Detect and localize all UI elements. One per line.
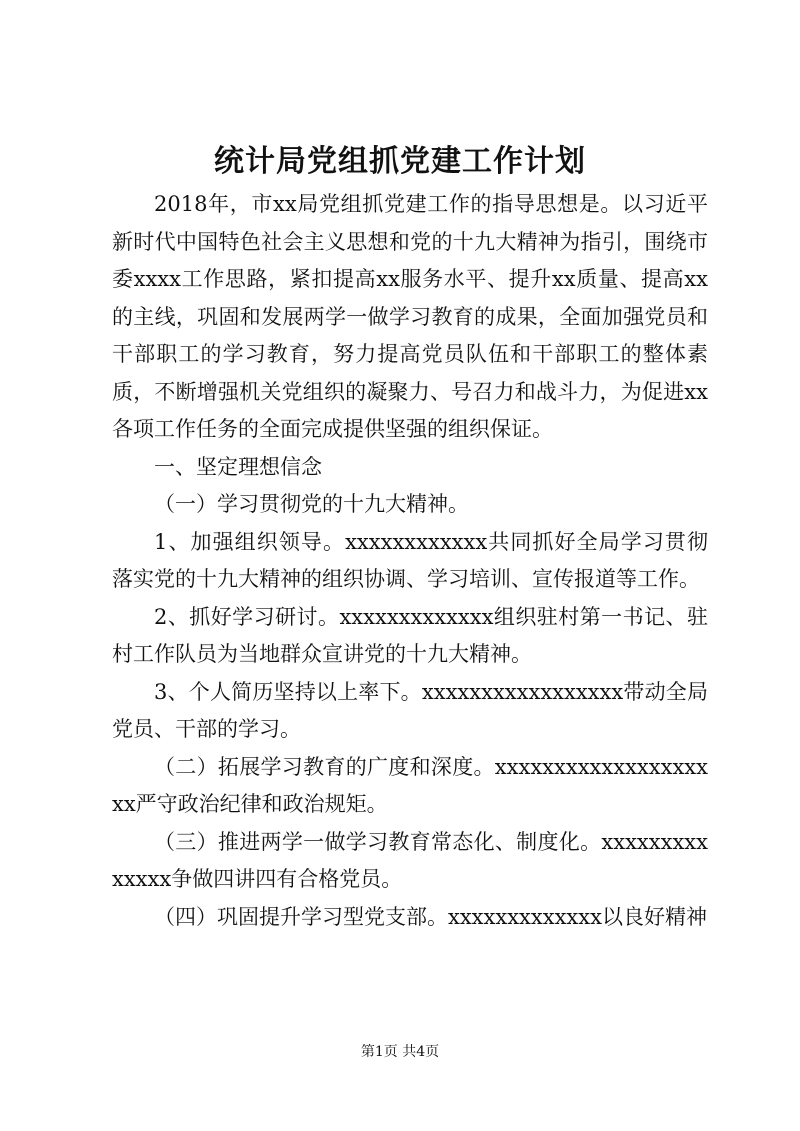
page-footer: 第1页 共4页 [360,1044,440,1060]
paragraph-guiding-thought: 2018年，市xx局党组抓党建工作的指导思想是。以习近平新时代中国特色社会主义思想和党的十九大精神为指引，围绕市委xxxx工作思路，紧扣提高xx服务水平、提升xx质量、提高xx的主线，巩固和发展两学一做学习教育的成果，全面加强党员和干部职工的学习教育，努力提高党员队伍和干部职工的整体素质，不断增强机关党组织的凝聚力、号召力和战斗力，为促进xx各项工作任务的全面完成提供坚强的组织保证。 [112,192,708,441]
document-title: 统计局党组抓党建工作计划 [214,144,586,179]
paragraph-item-1: 1、加强组织领导。xxxxxxxxxxxx共同抓好全局学习贯彻落实党的十九大精神的组织协调、学习培训、宣传报道等工作。 [112,529,708,591]
subsection-heading-4: （四）巩固提升学习型党支部。xxxxxxxxxxxxx以良好精神 [154,904,707,929]
subsection-heading-2: （二）拓展学习教育的广度和深度。xxxxxxxxxxxxxxxxxxxx严守政治纪律和政治规矩。 [112,754,708,816]
section-heading-1: 一、坚定理想信念 [154,454,322,479]
document-body [112,186,708,936]
paragraph-item-2: 2、抓好学习研讨。xxxxxxxxxxxxx组织驻村第一书记、驻村工作队员为当地群众宣讲党的十九大精神。 [112,604,708,666]
subsection-heading-3: （三）推进两学一做学习教育常态化、制度化。xxxxxxxxxxxxxx争做四讲四有合格党员。 [112,829,708,891]
paragraph-item-3: 3、个人简历坚持以上率下。xxxxxxxxxxxxxxxxx带动全局党员、干部的学习。 [112,679,708,741]
subsection-heading-1: （一）学习贯彻党的十九大精神。 [154,492,469,516]
